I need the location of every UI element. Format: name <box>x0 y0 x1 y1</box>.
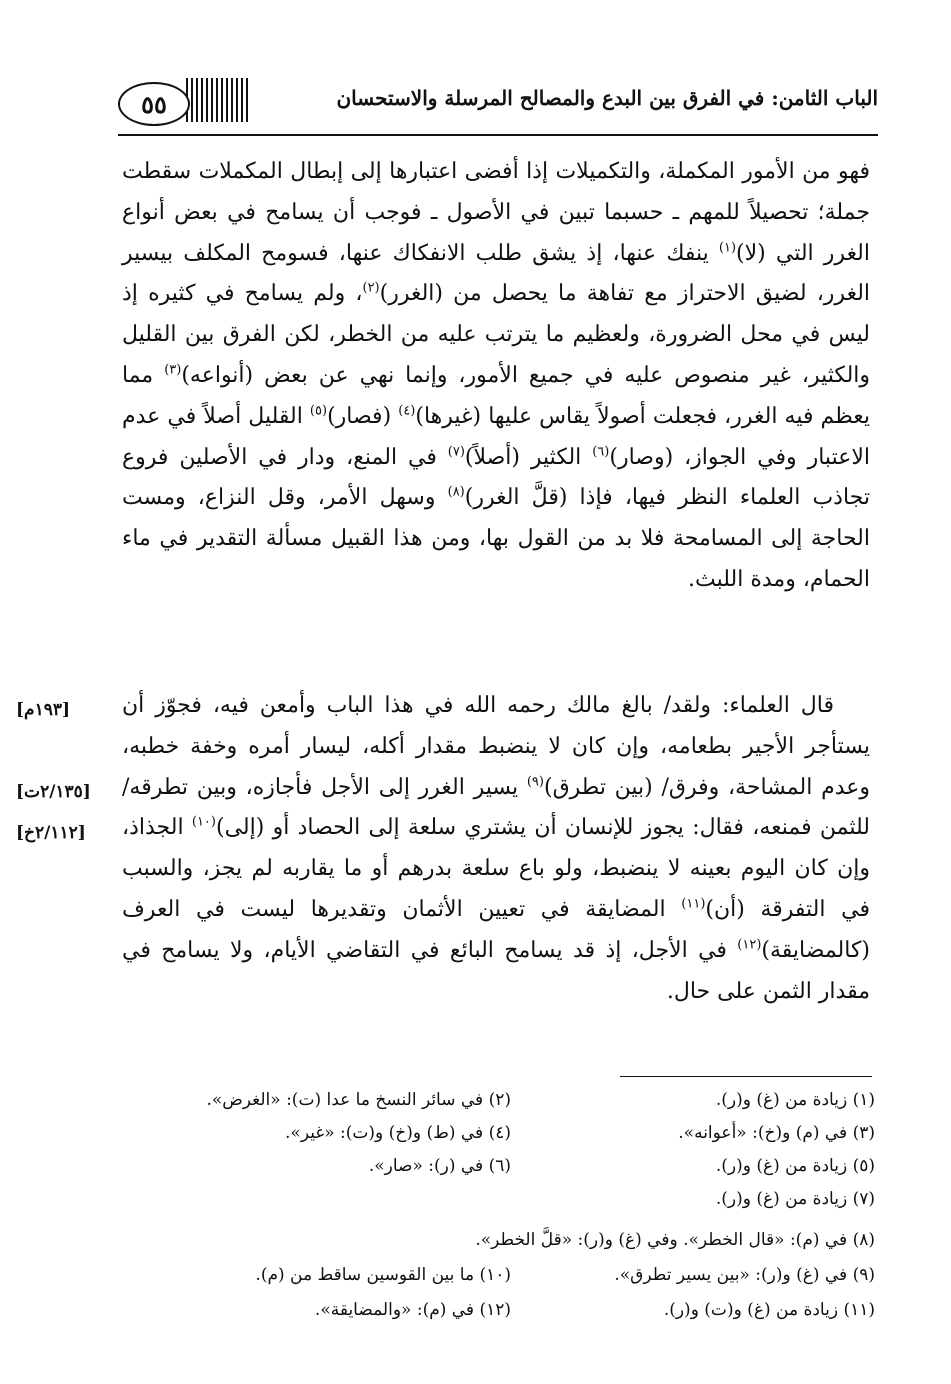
footnote-5: (٥) زيادة من (غ) و(ر). <box>715 1156 875 1176</box>
page-number: ٥٥ <box>118 82 190 126</box>
footnote-separator <box>620 1076 872 1077</box>
text-run: القليل أصلاً في عدم الاعتبار وفي الجواز، (وصار) <box>122 403 870 470</box>
header-ornament <box>186 78 250 122</box>
margin-ref-2: [٢/١٣٥ت] <box>16 782 91 802</box>
text-run: الجذاذ، وإن كان اليوم بعينه لا ينضبط، ولو باع سلعة بدرهم أو ما يقاربه لم يجز، والسبب في التفرقة (أن) <box>122 815 870 922</box>
footnote-9: (٩) في (غ) و(ر): «بين يسير تطرق». <box>614 1265 875 1285</box>
footnote-7: (٧) زيادة من (غ) و(ر). <box>715 1189 875 1209</box>
footnote-ref: (٧) <box>447 444 465 460</box>
margin-ref-1: [١٩٣م] <box>16 700 71 720</box>
footnote-ref: (١) <box>718 240 737 256</box>
text-run: ينفك عنها، إذ يشق طلب الانفكاك عنها، فسومح المكلف بيسير الغرر، لضيق الاحتراز مع تفاهة ما يحصل من (الغرر) <box>122 240 871 307</box>
text-run: ، ولم يسامح في كثيره إذ ليس في محل الضرورة، ولعظيم ما يترتب عليه من الخطر، لكن الفرق بين القليل والكثير، غير منصوص عليه في جميع الأمور، وإنما نهي عن بعض (أنواعه) <box>122 281 871 388</box>
text-run: (فصار) <box>327 403 399 429</box>
chapter-title: الباب الثامن: في الفرق بين البدع والمصالح المرسلة والاستحسان <box>336 86 878 110</box>
running-header <box>118 72 878 136</box>
paragraph-2 <box>122 686 870 1012</box>
footnote-6: (٦) في (ر): «صار». <box>368 1156 511 1176</box>
text-run: مما يعظم فيه الغرر، فجعلت أصولاً يقاس عليها (غيرها) <box>122 362 870 429</box>
text-run: المضايقة في تعيين الأثمان وتقديرها ليست في العرف (كالمضايقة) <box>122 896 870 963</box>
footnote-ref: (٨) <box>447 485 465 501</box>
footnote-ref: (٢) <box>362 281 380 297</box>
footnote-ref: (١٠) <box>191 815 216 831</box>
footnote-1: (١) زيادة من (غ) و(ر). <box>715 1090 875 1110</box>
paragraph-1 <box>122 152 870 601</box>
margin-ref-3: [٢/١١٢خ] <box>16 823 86 843</box>
footnote-ref: (١٢) <box>737 937 762 953</box>
footnote-10: (١٠) ما بين القوسين ساقط من (م). <box>255 1265 511 1285</box>
text-run: وسهل الأمر، وقل النزاع، ومست الحاجة إلى المسامحة فلا بد من القول بها، ومن هذا القبيل مسألة التقدير في ماء الحمام، ومدة اللبث. <box>122 485 870 592</box>
text-run: يسير الغرر إلى الأجل فأجازه، وبين تطرقه/ للثمن فمنعه، فقال: يجوز للإنسان أن يشتري سلعة إلى الحصاد أو (إلى) <box>122 774 870 841</box>
footnote-11: (١١) زيادة من (غ) و(ت) و(ر). <box>663 1300 875 1320</box>
footnote-8: (٨) في (م): «قال الخطر». وفي (غ) و(ر): «قلَّ الخطر». <box>475 1230 875 1250</box>
footnote-ref: (٩) <box>526 774 544 790</box>
footnote-2: (٢) في سائر النسخ ما عدا (ت): «الغرض». <box>206 1090 511 1110</box>
footnote-ref: (٦) <box>592 444 610 460</box>
text-run: الكثير (أصلاً) <box>464 444 593 470</box>
footnote-ref: (١١) <box>681 896 706 912</box>
footnote-ref: (٣) <box>164 362 182 378</box>
footnote-12: (١٢) في (م): «والمضايقة». <box>314 1300 511 1320</box>
footnote-4: (٤) في (ط) و(خ) و(ت): «غير». <box>285 1123 511 1143</box>
footnote-3: (٣) في (م) و(خ): «أعوانه». <box>678 1123 875 1143</box>
text-run: قال العلماء: ولقد/ بالغ مالك رحمه الله في هذا الباب وأمعن فيه، فجوّز أن يستأجر الأجير بطعامه، وإن كان لا ينضبط مقدار أكله، ليسار أمره وخفة خطبه، وعدم المشاحة، وفرق/ (بين تطرق) <box>122 693 870 800</box>
text-run: فهو من الأمور المكملة، والتكميلات إذا أفضى اعتبارها إلى إبطال المكملات سقطت جملة؛ تحصيلاً للمهم ـ حسبما تبين في الأصول ـ فوجب أن يسامح في بعض أنواع الغرر التي (لا) <box>122 159 870 266</box>
footnote-ref: (٤) <box>398 403 416 419</box>
footnote-ref: (٥) <box>309 403 328 419</box>
text-run: في الأجل، إذ قد يسامح البائع في التقاضي الأيام، ولا يسامح في مقدار الثمن على حال. <box>122 937 870 1004</box>
text-run: في المنع، ودار في الأصلين فروع تجاذب العلماء النظر فيها، فإذا (قلَّ الغرر) <box>122 444 870 511</box>
